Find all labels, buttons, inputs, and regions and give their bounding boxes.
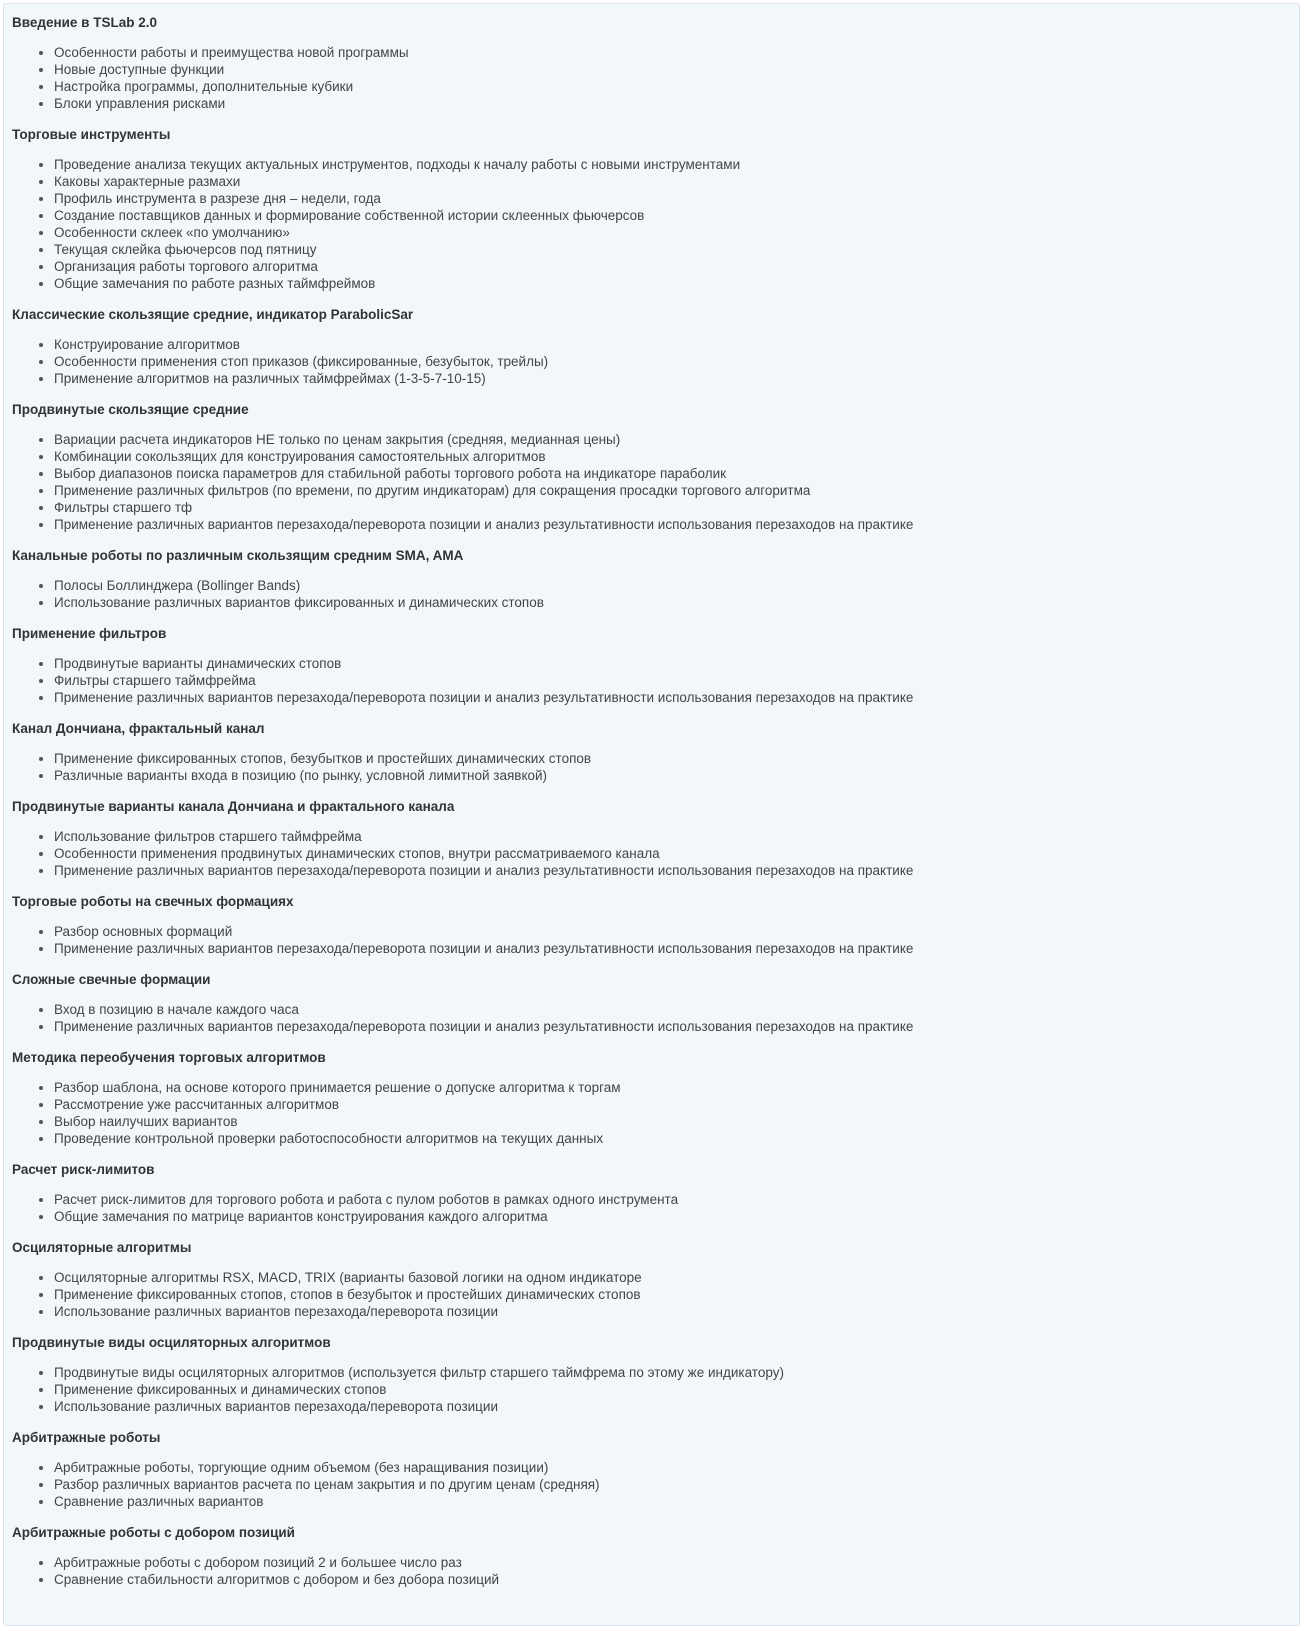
list-item — [54, 1303, 1299, 1320]
bullet-icon — [39, 869, 43, 873]
section-title: Торговые роботы на свечных формациях — [12, 894, 294, 909]
list-item-text: Применение различных вариантов перезахода/переворота позиции и анализ результативности использования перезаходов на практике — [54, 1019, 914, 1034]
section-list — [12, 1191, 1299, 1225]
list-item — [54, 1096, 1299, 1113]
section-list — [12, 750, 1299, 784]
list-item — [54, 845, 1299, 862]
list-item-text: Создание поставщиков данных и формирование собственной истории склеенных фьючерсов — [54, 208, 645, 223]
list-item-text: Применение различных вариантов перезахода/переворота позиции и анализ результативности использования перезаходов на практике — [54, 517, 914, 532]
list-item-text: Использование различных вариантов фиксированных и динамических стопов — [54, 595, 544, 610]
list-item — [54, 767, 1299, 784]
list-item — [54, 241, 1299, 258]
list-item-text: Особенности работы и преимущества новой программы — [54, 45, 409, 60]
list-item-text: Особенности применения продвинутых динамических стопов, внутри рассматриваемого канала — [54, 846, 660, 861]
list-item-text: Сравнение стабильности алгоритмов с добором и без добора позиций — [54, 1572, 500, 1587]
list-item-text: Проведение контрольной проверки работоспособности алгоритмов на текущих данных — [54, 1131, 604, 1146]
list-item — [54, 336, 1299, 353]
list-item-text: Новые доступные функции — [54, 62, 225, 77]
list-item — [54, 448, 1299, 465]
list-item-text: Продвинутые виды осциляторных алгоритмов (используется фильтр старшего таймфрема по этому же индикатору) — [54, 1365, 784, 1380]
bullet-icon — [39, 1500, 43, 1504]
bullet-icon — [39, 696, 43, 700]
section-list — [12, 44, 1299, 112]
list-item-text: Использование различных вариантов перезахода/переворота позиции — [54, 1304, 498, 1319]
bullet-icon — [39, 506, 43, 510]
list-item-text: Применение различных фильтров (по времени, по другим индикаторам) для сокращения просадки торгового алгоритма — [54, 483, 811, 498]
bullet-icon — [39, 662, 43, 666]
list-item — [54, 465, 1299, 482]
list-item-text: Расчет риск-лимитов для торгового робота и работа с пулом роботов в рамках одного инструмента — [54, 1192, 679, 1207]
list-item-text: Проведение анализа текущих актуальных инструментов, подходы к началу работы с новыми инструментами — [54, 157, 741, 172]
list-item-text: Фильтры старшего тф — [54, 500, 193, 515]
section-list — [12, 1364, 1299, 1415]
bullet-icon — [39, 1103, 43, 1107]
bullet-icon — [39, 930, 43, 934]
list-item — [54, 78, 1299, 95]
list-item — [54, 750, 1299, 767]
bullet-icon — [39, 455, 43, 459]
course-program-panel — [3, 3, 1300, 1626]
section-list — [12, 431, 1299, 533]
bullet-icon — [39, 438, 43, 442]
list-item — [54, 482, 1299, 499]
list-item-text: Вход в позицию в начале каждого часа — [54, 1002, 299, 1017]
bullet-icon — [39, 85, 43, 89]
list-item — [54, 923, 1299, 940]
section-title: Введение в TSLab 2.0 — [12, 15, 157, 30]
list-item-text: Конструирование алгоритмов — [54, 337, 240, 352]
list-item-text: Общие замечания по матрице вариантов конструирования каждого алгоритма — [54, 1209, 548, 1224]
list-item-text: Сравнение различных вариантов — [54, 1494, 264, 1509]
section-list — [12, 1459, 1299, 1510]
list-item-text: Каковы характерные размахи — [54, 174, 241, 189]
list-item-text: Применение различных вариантов перезахода/переворота позиции и анализ результативности использования перезаходов на практике — [54, 690, 914, 705]
section-title: Сложные свечные формации — [12, 972, 211, 987]
section-title: Торговые инструменты — [12, 127, 171, 142]
section-title: Продвинутые скользящие средние — [12, 402, 249, 417]
list-item-text: Осциляторные алгоритмы RSX, MACD, TRIX (варианты базовой логики на одном индикаторе — [54, 1270, 642, 1285]
list-item-text: Выбор диапазонов поиска параметров для стабильной работы торгового робота на индикаторе параболик — [54, 466, 727, 481]
bullet-icon — [39, 523, 43, 527]
list-item-text: Особенности применения стоп приказов (фиксированные, безубыток, трейлы) — [54, 354, 549, 369]
bullet-icon — [39, 180, 43, 184]
list-item — [54, 224, 1299, 241]
bullet-icon — [39, 1276, 43, 1280]
section-list — [12, 828, 1299, 879]
bullet-icon — [39, 584, 43, 588]
section-title: Арбитражные роботы — [12, 1430, 161, 1445]
section-list — [12, 336, 1299, 387]
list-item — [54, 828, 1299, 845]
bullet-icon — [39, 1025, 43, 1029]
list-item — [54, 95, 1299, 112]
section-title: Продвинутые виды осциляторных алгоритмов — [12, 1335, 331, 1350]
list-item — [54, 577, 1299, 594]
section-title: Применение фильтров — [12, 626, 167, 641]
bullet-icon — [39, 68, 43, 72]
section-title: Методика переобучения торговых алгоритмов — [12, 1050, 326, 1065]
list-item — [54, 44, 1299, 61]
list-item — [54, 275, 1299, 292]
bullet-icon — [39, 1466, 43, 1470]
list-item — [54, 516, 1299, 533]
section-title: Расчет риск-лимитов — [12, 1162, 155, 1177]
list-item — [54, 370, 1299, 387]
list-item — [54, 499, 1299, 516]
section-title: Продвинутые варианты канала Дончиана и фрактального канала — [12, 799, 455, 814]
list-item — [54, 190, 1299, 207]
list-item — [54, 1459, 1299, 1476]
list-item-text: Применение различных вариантов перезахода/переворота позиции и анализ результативности использования перезаходов на практике — [54, 941, 914, 956]
bullet-icon — [39, 1215, 43, 1219]
list-item-text: Применение фиксированных стопов, безубытков и простейших динамических стопов — [54, 751, 592, 766]
section-title: Канальные роботы по различным скользящим средним SMA, AMA — [12, 548, 464, 563]
list-item — [54, 1398, 1299, 1415]
list-item — [54, 1571, 1299, 1588]
bullet-icon — [39, 360, 43, 364]
bullet-icon — [39, 343, 43, 347]
bullet-icon — [39, 852, 43, 856]
list-item — [54, 1001, 1299, 1018]
section-list — [12, 1079, 1299, 1147]
bullet-icon — [39, 51, 43, 55]
list-item — [54, 1493, 1299, 1510]
section-list — [12, 1269, 1299, 1320]
list-item-text: Рассмотрение уже рассчитанных алгоритмов — [54, 1097, 340, 1112]
list-item — [54, 1018, 1299, 1035]
section-title: Канал Дончиана, фрактальный канал — [12, 721, 265, 736]
section-list — [12, 1554, 1299, 1588]
bullet-icon — [39, 1371, 43, 1375]
bullet-icon — [39, 265, 43, 269]
bullet-icon — [39, 248, 43, 252]
bullet-icon — [39, 679, 43, 683]
list-item-text: Организация работы торгового алгоритма — [54, 259, 318, 274]
section-list — [12, 156, 1299, 292]
list-item-text: Выбор наилучших вариантов — [54, 1114, 238, 1129]
bullet-icon — [39, 601, 43, 605]
list-item — [54, 431, 1299, 448]
list-item-text: Продвинутые варианты динамических стопов — [54, 656, 342, 671]
list-item-text: Арбитражные роботы, торгующие одним объемом (без наращивания позиции) — [54, 1460, 549, 1475]
list-item-text: Фильтры старшего таймфрейма — [54, 673, 256, 688]
list-item — [54, 1476, 1299, 1493]
list-item-text: Блоки управления рисками — [54, 96, 226, 111]
list-item — [54, 655, 1299, 672]
bullet-icon — [39, 1561, 43, 1565]
bullet-icon — [39, 1405, 43, 1409]
list-item — [54, 862, 1299, 879]
bullet-icon — [39, 489, 43, 493]
list-item-text: Комбинации сокользящих для конструирования самостоятельных алгоритмов — [54, 449, 546, 464]
section-list — [12, 1001, 1299, 1035]
bullet-icon — [39, 1086, 43, 1090]
list-item-text: Применение алгоритмов на различных таймфреймах (1-3-5-7-10-15) — [54, 371, 486, 386]
list-item-text: Особенности склеек «по умолчанию» — [54, 225, 290, 240]
list-item — [54, 940, 1299, 957]
bullet-icon — [39, 1008, 43, 1012]
bullet-icon — [39, 1388, 43, 1392]
bullet-icon — [39, 757, 43, 761]
list-item — [54, 1130, 1299, 1147]
bullet-icon — [39, 1120, 43, 1124]
list-item-text: Профиль инструмента в разрезе дня – недели, года — [54, 191, 381, 206]
list-item-text: Разбор основных формаций — [54, 924, 233, 939]
bullet-icon — [39, 947, 43, 951]
bullet-icon — [39, 1483, 43, 1487]
list-item-text: Использование фильтров старшего таймфрейма — [54, 829, 362, 844]
section-list — [12, 655, 1299, 706]
bullet-icon — [39, 197, 43, 201]
bullet-icon — [39, 214, 43, 218]
list-item — [54, 1554, 1299, 1571]
bullet-icon — [39, 163, 43, 167]
bullet-icon — [39, 1293, 43, 1297]
list-item-text: Полосы Боллинджера (Bollinger Bands) — [54, 578, 301, 593]
list-item-text: Текущая склейка фьючерсов под пятницу — [54, 242, 317, 257]
bullet-icon — [39, 1310, 43, 1314]
list-item — [54, 156, 1299, 173]
list-item — [54, 1208, 1299, 1225]
list-item — [54, 1113, 1299, 1130]
bullet-icon — [39, 835, 43, 839]
list-item — [54, 1191, 1299, 1208]
list-item-text: Различные варианты входа в позицию (по рынку, условной лимитной заявкой) — [54, 768, 548, 783]
list-item — [54, 61, 1299, 78]
list-item — [54, 173, 1299, 190]
section-title: Осциляторные алгоритмы — [12, 1240, 192, 1255]
list-item-text: Применение фиксированных и динамических стопов — [54, 1382, 387, 1397]
section-title: Арбитражные роботы с добором позиций — [12, 1525, 295, 1540]
list-item — [54, 207, 1299, 224]
list-item-text: Разбор шаблона, на основе которого принимается решение о допуске алгоритма к торгам — [54, 1080, 621, 1095]
bullet-icon — [39, 282, 43, 286]
list-item-text: Применение различных вариантов перезахода/переворота позиции и анализ результативности использования перезаходов на практике — [54, 863, 914, 878]
list-item — [54, 1286, 1299, 1303]
list-item — [54, 689, 1299, 706]
list-item — [54, 258, 1299, 275]
list-item-text: Настройка программы, дополнительные кубики — [54, 79, 354, 94]
section-list — [12, 577, 1299, 611]
bullet-icon — [39, 377, 43, 381]
list-item-text: Использование различных вариантов перезахода/переворота позиции — [54, 1399, 498, 1414]
list-item — [54, 1364, 1299, 1381]
list-item — [54, 1381, 1299, 1398]
bullet-icon — [39, 472, 43, 476]
list-item-text: Арбитражные роботы с добором позиций 2 и большее число раз — [54, 1555, 462, 1570]
list-item-text: Разбор различных вариантов расчета по ценам закрытия и по другим ценам (средняя) — [54, 1477, 600, 1492]
list-item-text: Применение фиксированных стопов, стопов в безубыток и простейших динамических стопов — [54, 1287, 641, 1302]
bullet-icon — [39, 102, 43, 106]
bullet-icon — [39, 774, 43, 778]
list-item-text: Общие замечания по работе разных таймфреймов — [54, 276, 376, 291]
list-item — [54, 672, 1299, 689]
list-item — [54, 594, 1299, 611]
section-title: Классические скользящие средние, индикатор ParabolicSar — [12, 307, 414, 322]
bullet-icon — [39, 231, 43, 235]
list-item — [54, 1079, 1299, 1096]
bullet-icon — [39, 1198, 43, 1202]
bullet-icon — [39, 1137, 43, 1141]
list-item — [54, 1269, 1299, 1286]
section-list — [12, 923, 1299, 957]
list-item — [54, 353, 1299, 370]
list-item-text: Вариации расчета индикаторов НЕ только по ценам закрытия (средняя, медианная цены) — [54, 432, 621, 447]
bullet-icon — [39, 1578, 43, 1582]
